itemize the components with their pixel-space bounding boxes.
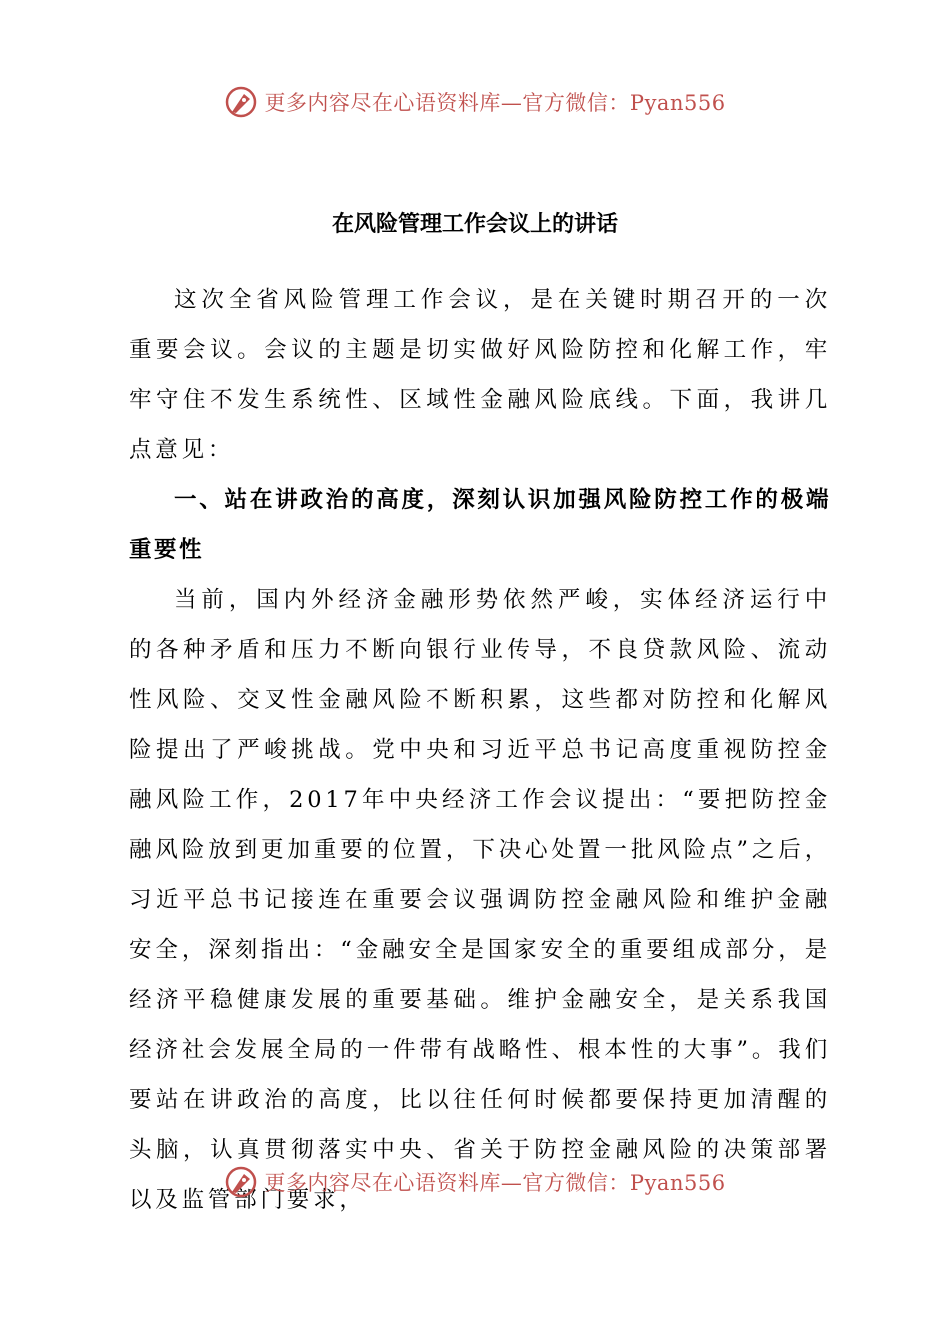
watermark-text-bottom: 更多内容尽在心语资料库—官方微信：Pyan556 [264, 1171, 726, 1195]
document-title: 在风险管理工作会议上的讲话 [331, 211, 618, 237]
document-body [129, 275, 831, 1225]
watermark-text-top: 更多内容尽在心语资料库—官方微信：Pyan556 [264, 91, 726, 115]
pen-nib-logo-icon [224, 1165, 258, 1199]
section-paragraph-1: 当前，国内外经济金融形势依然严峻，实体经济运行中的各种矛盾和压力不断向银行业传导，不良贷款风险、流动性风险、交叉性金融风险不断积累，这些都对防控和化解风险提出了严峻挑战。党中央和习近平总书记高度重视防控金融风险工作，2017年中央经济工作会议提出：“要把防控金融风险放到更加重要的位置，下决心处置一批风险点”之后，习近平总书记接连在重要会议强调防控金融风险和维护金融安全，深刻指出：“金融安全是国家安全的重要组成部分，是经济平稳健康发展的重要基础。维护金融安全，是关系我国经济社会发展全局的一件带有战略性、根本性的大事”。我们要站在讲政治的高度，比以往任何时候都要保持更加清醒的头脑，认真贯彻落实中央、省关于防控金融风险的决策部署以及监管部门要求， [129, 587, 831, 1213]
section-heading-1: 一、站在讲政治的高度，深刻认识加强风险防控工作的极端重要性 [129, 487, 831, 563]
intro-paragraph: 这次全省风险管理工作会议，是在关键时期召开的一次重要会议。会议的主题是切实做好风险防控和化解工作，牢牢守住不发生系统性、区域性金融风险底线。下面，我讲几点意见： [129, 287, 831, 463]
watermark-banner-top [0, 82, 950, 122]
pen-nib-logo-icon [224, 85, 258, 119]
watermark-banner-bottom [0, 1162, 950, 1202]
